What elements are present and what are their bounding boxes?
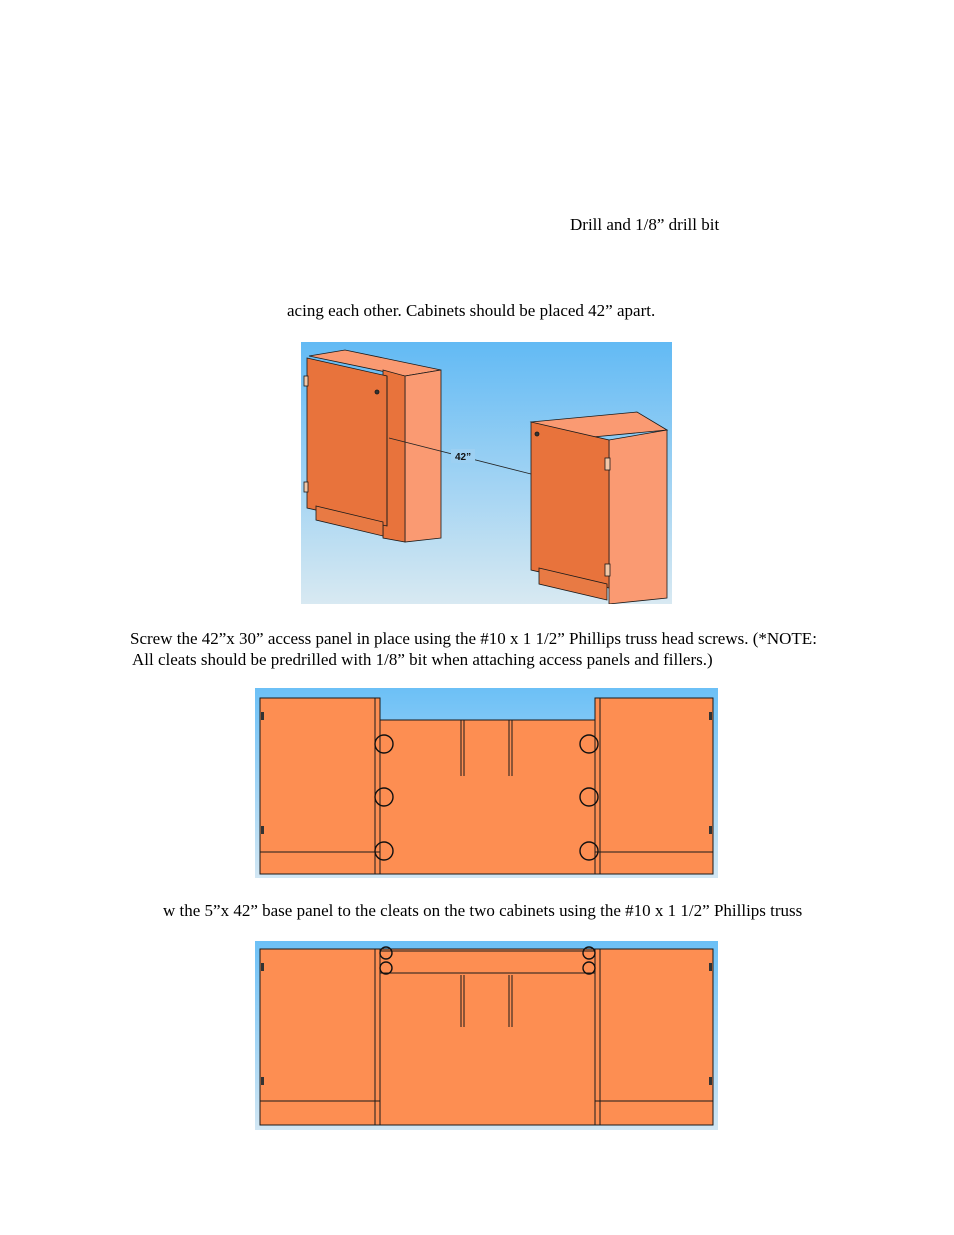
base-panel-figure bbox=[255, 941, 718, 1130]
tools-required-text: Drill and 1/8” drill bit bbox=[570, 215, 720, 234]
dimension-label: 42” bbox=[455, 452, 472, 463]
cabinet-spacing-figure bbox=[301, 342, 672, 604]
access-panel bbox=[380, 720, 595, 874]
left-cabinet-front bbox=[260, 698, 380, 874]
right-cabinet-front bbox=[595, 949, 713, 1125]
right-cabinet-front bbox=[595, 698, 713, 874]
step-3-instruction: w the 5”x 42” base panel to the cleats on the two cabinets using the #10 x 1 1/2” Phillips truss bbox=[163, 901, 803, 920]
left-cabinet-front bbox=[260, 949, 380, 1125]
base-panel bbox=[380, 951, 595, 973]
access-panel bbox=[380, 949, 595, 1125]
step-2-instruction-line-1: Screw the 42”x 30” access panel in place using the #10 x 1 1/2” Phillips truss head screws. (*NOTE: bbox=[130, 629, 817, 648]
step-2-instruction-line-2: All cleats should be predrilled with 1/8” bit when attaching access panels and fillers.) bbox=[132, 650, 713, 669]
access-panel-figure bbox=[255, 688, 718, 878]
right-cabinet bbox=[531, 412, 667, 604]
step-1-instruction: acing each other. Cabinets should be placed 42” apart. bbox=[287, 301, 656, 320]
